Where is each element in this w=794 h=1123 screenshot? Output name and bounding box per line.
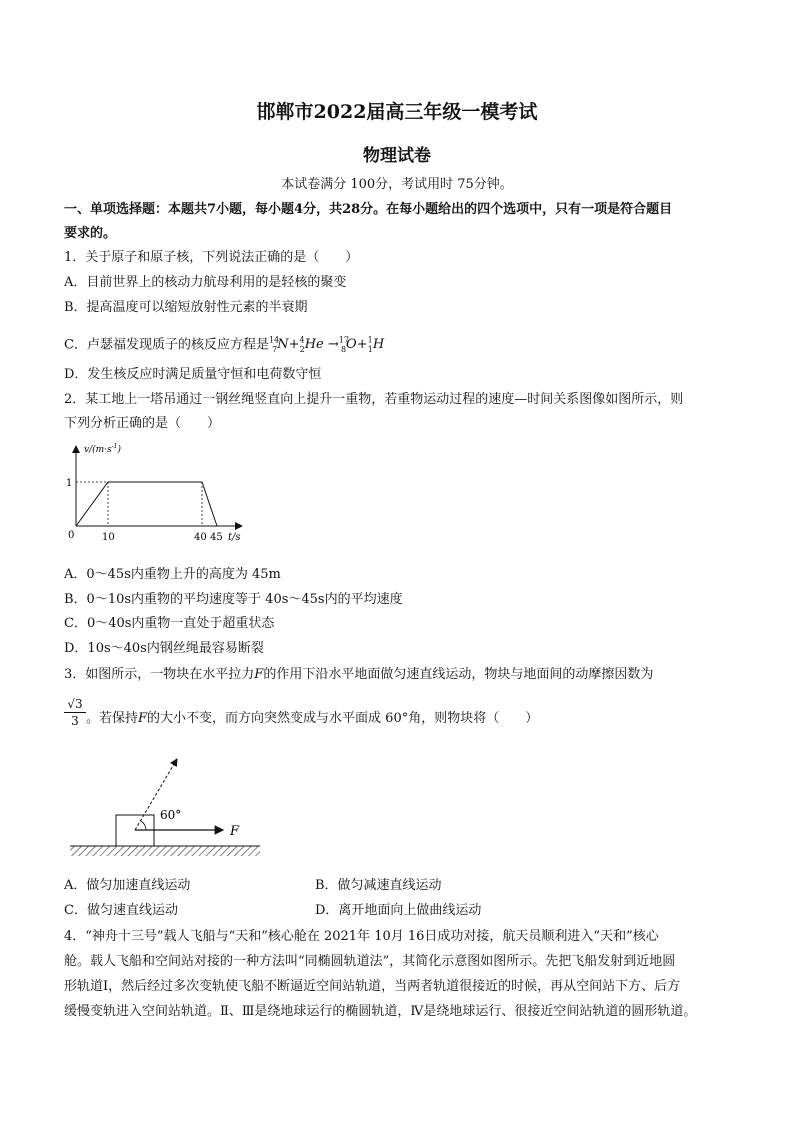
q2-stem-cont: 下列分析正确的是（ ） xyxy=(64,416,221,431)
fraction-denominator: 3 xyxy=(71,714,79,728)
force-symbol: F xyxy=(254,667,264,682)
nuclear-equation: $^{14}_7$N+$^4_2$He →$^{17}_8$O+$^1_1$H xyxy=(268,336,385,354)
q2-option-a: A．0～45s内重物上升的高度为 45m xyxy=(64,567,281,582)
q3-stem-part: 的大小不变，而方向突然变成与水平面成 60°角，则物块将（ ） xyxy=(147,711,539,726)
section-heading: 一、单项选择题：本题共7小题，每小题4分，共28分。在每小题给出的四个选项中，只有一项是符合题目 xyxy=(64,202,673,217)
velocity-curve xyxy=(76,482,217,526)
q3-option-b: B．做匀减速直线运动 xyxy=(315,878,442,893)
force-symbol: F xyxy=(138,711,148,726)
q2-option-c: C．0～40s内重物一直处于超重状态 xyxy=(64,616,275,631)
q1-option-c-text: C．卢瑟福发现质子的核反应方程是 xyxy=(64,337,269,353)
q1-option-b: B．提高温度可以缩短放射性元素的半衰期 xyxy=(64,300,308,315)
x-axis-label: t/s xyxy=(228,532,241,543)
paper-subtitle: 物理试卷 xyxy=(363,146,431,166)
origin-label: 0 xyxy=(68,530,75,541)
friction-fraction xyxy=(64,696,86,729)
y-axis-label: $v/(m\cdot s^{-1})$ xyxy=(84,443,122,455)
q1-option-d: D．发生核反应时满足质量守恒和电荷数守恒 xyxy=(64,367,322,382)
q2-option-b: B．0～10s内重物的平均速度等于 40s～45s内的平均速度 xyxy=(64,592,403,607)
q3-option-d: D．离开地面向上做曲线运动 xyxy=(315,903,482,918)
exam-title: 邯郸市2022届高三年级一模考试 xyxy=(256,101,538,123)
q3-stem-part: 3．如图所示，一物块在水平拉力 xyxy=(64,667,255,682)
q3-stem-cont xyxy=(86,711,538,727)
angle-label: 60° xyxy=(160,808,182,822)
q3-option-a: A．做匀加速直线运动 xyxy=(64,878,191,893)
block-force-figure xyxy=(66,755,266,861)
velocity-time-graph xyxy=(60,438,280,550)
ground-hatch xyxy=(70,846,260,856)
exam-info: 本试卷满分 100分，考试用时 75分钟。 xyxy=(281,177,513,192)
fraction-numerator: √3 xyxy=(64,696,86,713)
q4-stem: 4．“神舟十三号”载人飞船与“天和”核心舱在 2021年 10月 16日成功对接，航天员顺利进入“天和”核心 xyxy=(64,929,659,944)
q3-stem xyxy=(64,667,653,683)
force-label: F xyxy=(230,824,240,839)
q1-option-c xyxy=(64,333,384,358)
x-tick-40: 40 xyxy=(194,532,207,543)
q2-option-d: D．10s～40s内钢丝绳最容易断裂 xyxy=(64,641,264,656)
q3-stem-part: 的作用下沿水平地面做匀速直线运动，物块与地面间的动摩擦因数为 xyxy=(263,667,654,682)
q4-stem-cont: 缓慢变轨进入空间站轨道。Ⅱ、Ⅲ是绕地球运行的椭圆轨道，Ⅳ是绕地球运行、很接近空间站轨道的圆形轨道。 xyxy=(64,1004,697,1019)
q1-option-a: A．目前世界上的核动力航母利用的是轻核的聚变 xyxy=(64,275,347,290)
x-tick-10: 10 xyxy=(102,532,115,543)
q2-stem: 2．某工地上一塔吊通过一钢丝绳竖直向上提升一重物，若重物运动过程的速度—时间关系图像如图所示，则 xyxy=(64,392,684,407)
y-tick-1: 1 xyxy=(66,478,73,489)
q3-option-c: C．做匀速直线运动 xyxy=(64,903,178,918)
x-tick-45: 45 xyxy=(210,532,223,543)
section-heading-cont: 要求的。 xyxy=(64,226,117,241)
q1-stem: 1．关于原子和原子核，下列说法正确的是（ ） xyxy=(64,250,359,265)
q3-stem-part: 。若保持 xyxy=(86,711,139,726)
q4-stem-cont: 舱。载人飞船和空间站对接的一种方法叫“同椭圆轨道法”，其简化示意图如图所示。先把飞船发射到近地圆 xyxy=(64,954,676,969)
q4-stem-cont: 形轨道Ⅰ，然后经过多次变轨使飞船不断逼近空间站轨道，当两者轨道很接近的时候，再从空间站下方、后方 xyxy=(64,979,681,994)
